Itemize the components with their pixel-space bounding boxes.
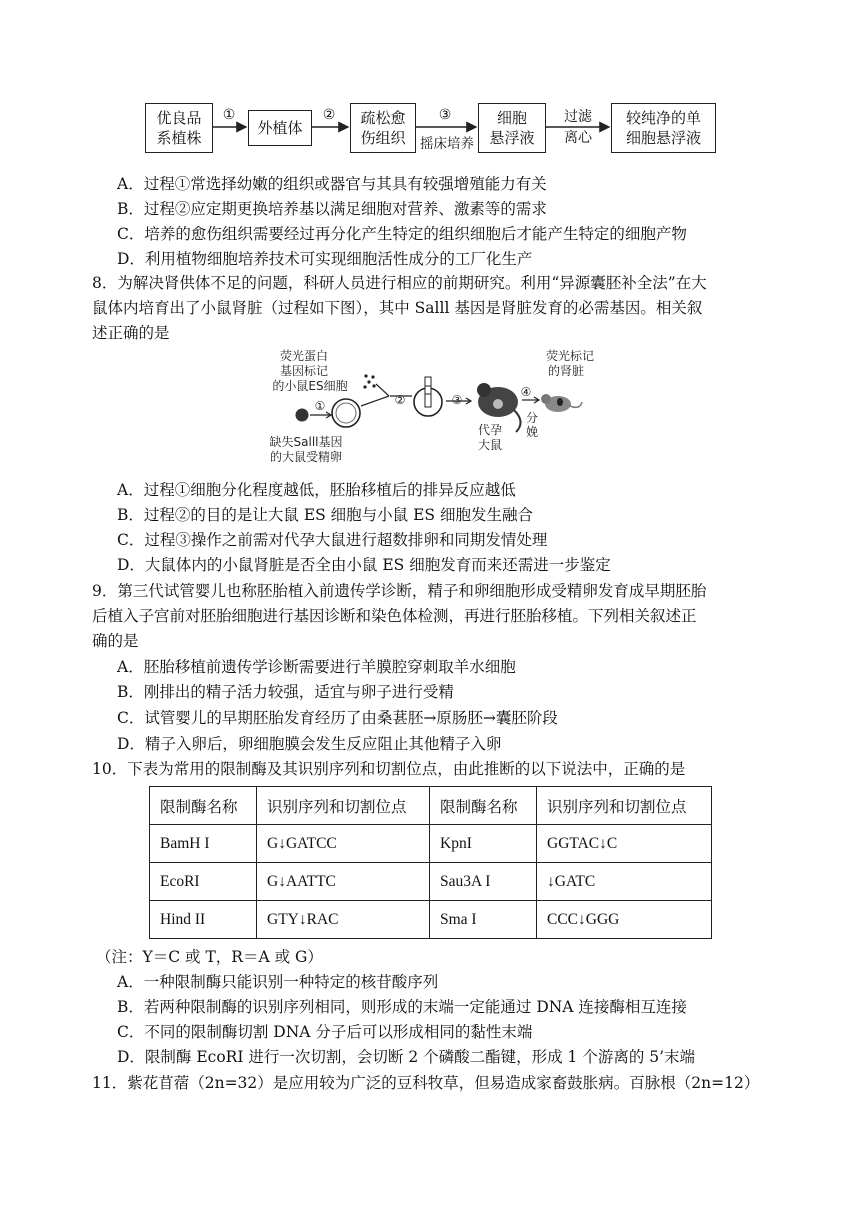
q9-stem-line: 9．第三代试管婴儿也称胚胎植入前遗传学诊断，精子和卵细胞形成受精卵发育成早期胚胎 — [92, 582, 707, 600]
flow-box-label: 外植体 — [257, 119, 303, 137]
q9-option-a: A．胚胎移植前遗传学诊断需要进行羊膜腔穿刺取羊水细胞 — [117, 658, 516, 676]
fertilized-egg-icon — [296, 409, 309, 422]
enzyme-table — [149, 786, 712, 939]
q8-option-c: C．过程③操作之前需对代孕大鼠进行超数排卵和同期发情处理 — [117, 531, 548, 549]
flow-step-4-label: 过滤 离心 — [564, 109, 592, 146]
q10-option-c: C．不同的限制酶切割 DNA 分子后可以形成相同的黏性末端 — [117, 1023, 533, 1041]
flow-step-2: ② — [322, 107, 336, 123]
table-cell: EcoRI — [150, 863, 257, 901]
q10-note: （注：Y＝C 或 T，R＝A 或 G） — [96, 948, 323, 966]
es-cells-icon — [363, 374, 375, 388]
table-cell: Hind II — [150, 901, 257, 939]
flow-step-3: ③ — [438, 107, 452, 123]
q10-option-d: D．限制酶 EcoRI 进行一次切割，会切断 2 个磷酸二酯键，形成 1 个游离的 5’末端 — [117, 1048, 696, 1066]
birth-label-line: 分 — [525, 411, 539, 425]
q8-option-b: B．过程②的目的是让大鼠 ES 细胞与小鼠 ES 细胞发生融合 — [117, 506, 533, 524]
es-label-line: 基因标记 — [279, 364, 329, 378]
table-row — [150, 825, 712, 863]
q7-option-a: A．过程①常选择幼嫩的组织或器官与其具有较强增殖能力有关 — [117, 175, 547, 193]
table-cell: GGTAC↓C — [537, 825, 712, 863]
table-cell: Sma I — [430, 901, 537, 939]
q8-stem-line: 8．为解决肾供体不足的问题，科研人员进行相应的前期研究。利用“异源囊胚补全法”在大 — [92, 274, 707, 292]
q8-stem-line: 述正确的是 — [92, 324, 170, 342]
table-cell: G↓GATCC — [257, 825, 430, 863]
q7-option-c: C．培养的愈伤组织需要经过再分化产生特定的组织细胞后才能产生特定的细胞产物 — [117, 225, 687, 243]
table-header: 限制酶名称 — [430, 787, 537, 825]
q9-option-b: B．刚排出的精子活力较强，适宜与卵子进行受精 — [117, 683, 454, 701]
q9-stem-line: 确的是 — [92, 632, 139, 650]
blastocyst-icon — [332, 399, 360, 427]
flow-box-label: 较纯净的单 细胞悬浮液 — [625, 109, 701, 147]
table-cell: BamH I — [150, 825, 257, 863]
q10-option-a: A．一种限制酶只能识别一种特定的核苷酸序列 — [117, 973, 439, 991]
flow-box-label: 疏松愈 伤组织 — [360, 109, 406, 147]
table-cell: CCC↓GGG — [537, 901, 712, 939]
q9-stem-line: 后植入子宫前对胚胎细胞进行基因诊断和染色体检测，再进行胚胎移植。下列相关叙述正 — [92, 607, 697, 625]
table-header: 识别序列和切割位点 — [257, 787, 430, 825]
flow-step-3-label: 摇床培养 — [420, 136, 474, 152]
q8-figure — [270, 344, 610, 469]
table-cell: KpnI — [430, 825, 537, 863]
step-3-label: ③ — [451, 393, 463, 407]
table-cell: ↓GATC — [537, 863, 712, 901]
q7-option-d: D．利用植物细胞培养技术可实现细胞活性成分的工厂化生产 — [117, 250, 533, 268]
offspring-rat-icon — [541, 394, 582, 412]
step-1-label: ① — [314, 399, 326, 413]
surrogate-label-line: 大鼠 — [477, 438, 503, 452]
q7-option-b: B．过程②应定期更换培养基以满足细胞对营养、激素等的需求 — [117, 200, 547, 218]
step-2-label: ② — [394, 393, 406, 407]
table-header-row — [150, 787, 712, 825]
step-4-label: ④ — [520, 385, 532, 399]
table-cell: Sau3A I — [430, 863, 537, 901]
surrogate-label-line: 代孕 — [477, 423, 503, 437]
table-header: 限制酶名称 — [150, 787, 257, 825]
table-row — [150, 863, 712, 901]
table-header: 识别序列和切割位点 — [537, 787, 712, 825]
chimeric-blastocyst-icon — [414, 377, 442, 416]
es-label-line: 的小鼠ES细胞 — [272, 379, 348, 393]
q10-stem: 10．下表为常用的限制酶及其识别序列和切割位点，由此推断的以下说法中，正确的是 — [92, 760, 686, 778]
q8-option-a: A．过程①细胞分化程度越低，胚胎移植后的排异反应越低 — [117, 481, 516, 499]
q9-option-c: C．试管婴儿的早期胚胎发育经历了由桑葚胚→原肠胚→囊胚阶段 — [117, 709, 558, 727]
table-cell: G↓AATTC — [257, 863, 430, 901]
kidney-label-line: 荧光标记 — [545, 349, 595, 363]
flow-step-1: ① — [222, 107, 236, 123]
es-label-line: 荧光蛋白 — [279, 349, 329, 363]
egg-label-line: 缺失Salll基因 — [270, 435, 343, 449]
flow-box-label: 优良品 系植株 — [156, 109, 202, 147]
table-cell: GTY↓RAC — [257, 901, 430, 939]
q10-option-b: B．若两种限制酶的识别序列相同，则形成的末端一定能通过 DNA 连接酶相互连接 — [117, 998, 687, 1016]
q8-option-d: D．大鼠体内的小鼠肾脏是否全由小鼠 ES 细胞发育而来还需进一步鉴定 — [117, 556, 611, 574]
egg-label-line: 的大鼠受精卵 — [270, 450, 343, 464]
birth-label-line: 娩 — [525, 425, 539, 439]
q8-stem-line: 鼠体内培育出了小鼠肾脏（过程如下图），其中 Salll 基因是肾脏发育的必需基因。相关叙 — [92, 299, 703, 317]
flow-box-label: 细胞 悬浮液 — [489, 109, 535, 147]
q9-option-d: D．精子入卵后，卵细胞膜会发生反应阻止其他精子入卵 — [117, 735, 502, 753]
kidney-label-line: 的肾脏 — [547, 364, 585, 378]
q11-stem: 11．紫花苜蓿（2n=32）是应用较为广泛的豆科牧草，但易造成家畜鼓胀病。百脉根（2n=12） — [92, 1074, 760, 1092]
table-row — [150, 901, 712, 939]
